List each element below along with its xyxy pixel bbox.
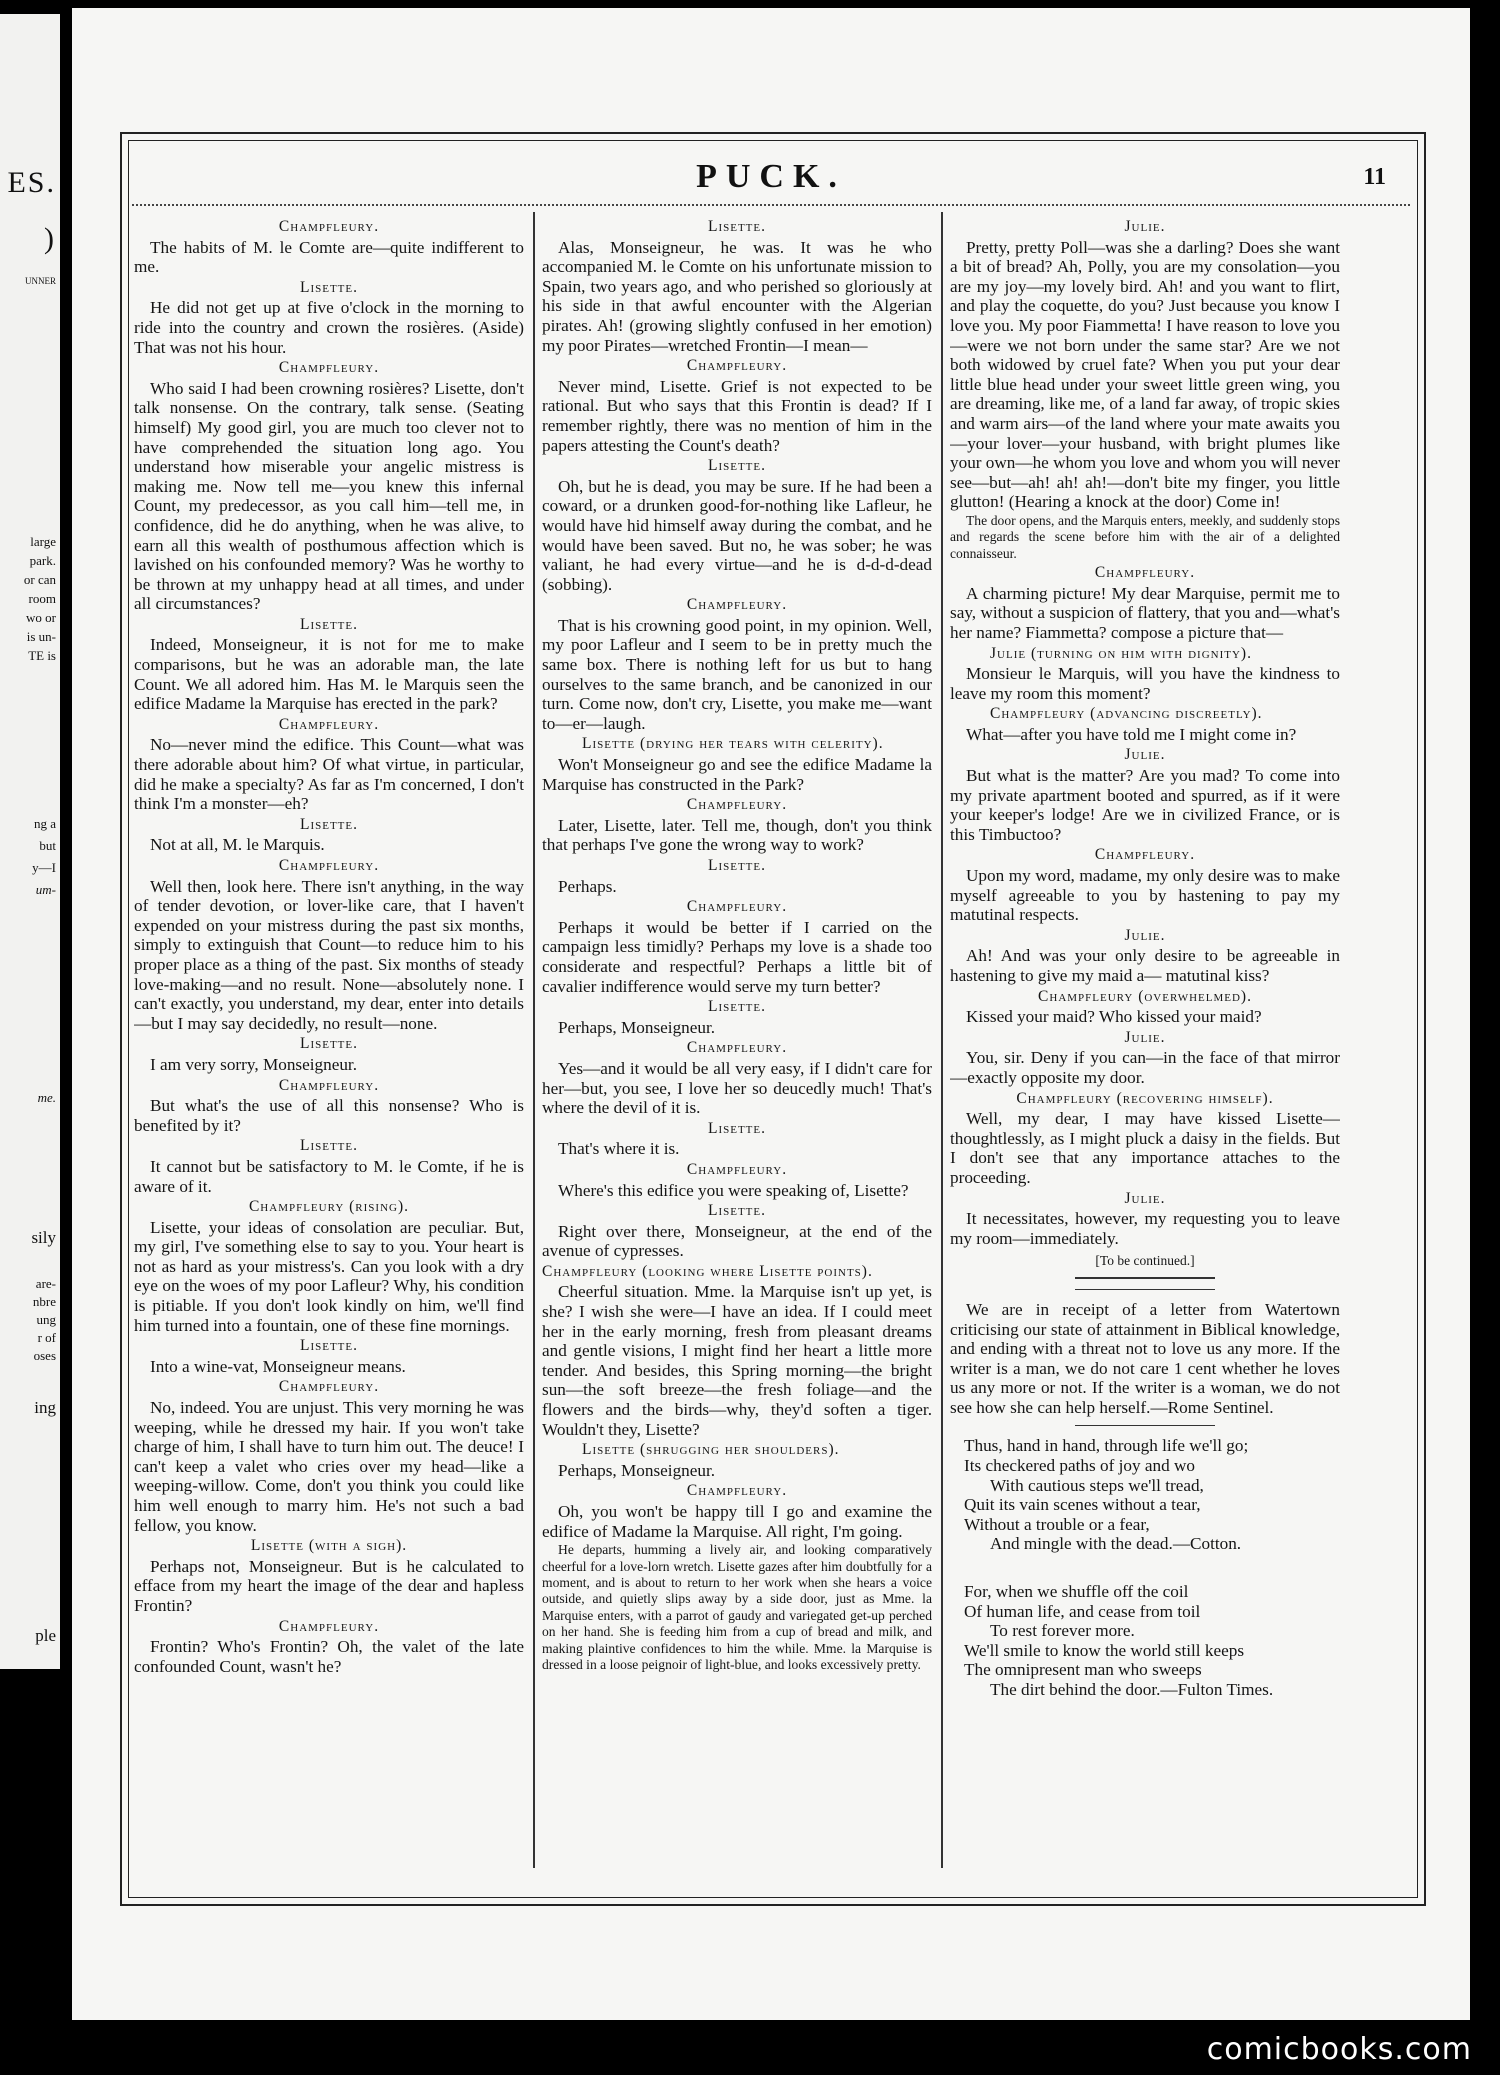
left-fragment: oses bbox=[33, 1348, 56, 1363]
dialogue-paragraph: Never mind, Lisette. Grief is not expected to be rational. But who says that this Frontin is dead? If I remember rightly, there was no mention of him in the papers attesting the Count's death? bbox=[542, 376, 932, 455]
poem-line: Quit its vain scenes without a tear, bbox=[964, 1495, 1201, 1515]
left-fragment: y—I bbox=[32, 860, 56, 875]
speaker-label: Julie. bbox=[1124, 1189, 1166, 1207]
watermark: comicbooks.com bbox=[1206, 2032, 1472, 2067]
left-fragment: me. bbox=[37, 1090, 56, 1105]
dialogue-paragraph: But what's the use of all this nonsense? Who is benefited by it? bbox=[134, 1096, 524, 1135]
speaker-label: Champfleury. bbox=[686, 796, 788, 814]
speaker-label: Lisette. bbox=[707, 1119, 766, 1137]
magazine-page bbox=[72, 8, 1470, 2020]
speaker-label: Lisette (drying her tears with celerity). bbox=[582, 735, 884, 753]
speaker-label: Champfleury. bbox=[686, 357, 788, 375]
left-fragment: wo or bbox=[26, 610, 56, 625]
dialogue-paragraph: Perhaps it would be better if I carried on the campaign less timidly? Perhaps my love is a shade too considerate and respectful? Perhaps a little bit of cavalier indifference would serve my turn better? bbox=[542, 917, 932, 996]
masthead-title: PUCK. bbox=[696, 158, 846, 195]
speaker-label: Lisette. bbox=[299, 615, 358, 633]
poem-line: The dirt behind the door.—Fulton Times. bbox=[990, 1680, 1274, 1699]
speaker-label: Lisette. bbox=[707, 1202, 766, 1220]
speaker-label: Champfleury (looking where Lisette points). bbox=[542, 1262, 873, 1280]
left-fragment: ng a bbox=[33, 816, 56, 831]
dialogue-paragraph: Lisette, your ideas of consolation are peculiar. But, my girl, I've something else to say to you. Your heart is not as hard as your mistress's. Can you look with a dry eye on the woes of my poor Lafleur? Why, his condition is pitiable. If you don't look kindly on him, we'll find him turned into a fountain, one of these fine mornings. bbox=[134, 1217, 524, 1335]
dialogue-paragraph: Right over there, Monseigneur, at the end of the avenue of cypresses. bbox=[542, 1221, 932, 1261]
dialogue-paragraph: What—after you have told me I might come in? bbox=[966, 724, 1297, 744]
left-fragment: ing bbox=[34, 1398, 56, 1417]
speaker-label: Champfleury (recovering himself). bbox=[1016, 1089, 1274, 1107]
column-1 bbox=[134, 216, 524, 1866]
dialogue-paragraph: That is his crowning good point, in my opinion. Well, my poor Lafleur and I seem to be in pretty much the same box. There is nothing left for us but to hang ourselves to the same branch, and be canonized in our turn. Come now, don't cry, Lisette, you make me—want to—er—laugh. bbox=[542, 615, 932, 733]
column-2 bbox=[542, 216, 932, 1866]
continued-note: [To be continued.] bbox=[1095, 1253, 1195, 1269]
dialogue-paragraph: Kissed your maid? Who kissed your maid? bbox=[966, 1007, 1262, 1027]
dialogue-paragraph: Into a wine-vat, Monseigneur means. bbox=[150, 1356, 406, 1376]
dialogue-paragraph: Where's this edifice you were speaking of, Lisette? bbox=[558, 1180, 909, 1200]
dialogue-paragraph: The habits of M. le Comte are—quite indifferent to me. bbox=[134, 237, 524, 277]
dialogue-paragraph: Perhaps, Monseigneur. bbox=[558, 1017, 716, 1037]
speaker-label: Julie. bbox=[1124, 926, 1166, 944]
left-fragment: nbre bbox=[32, 1294, 56, 1309]
speaker-label: Champfleury (overwhelmed). bbox=[1038, 987, 1252, 1005]
speaker-label: Champfleury. bbox=[686, 898, 788, 916]
poem-stanza-2 bbox=[950, 1582, 1340, 1700]
speaker-label: Champfleury. bbox=[686, 596, 788, 614]
speaker-label: Lisette. bbox=[299, 815, 358, 833]
divider bbox=[1075, 1277, 1215, 1279]
dialogue-paragraph: But what is the matter? Are you mad? To come into my private apartment booted and spurred, as if it were your keeper's lodge! Are we in civilized France, or is this Timbuctoo? bbox=[950, 766, 1340, 844]
speaker-label: Lisette. bbox=[299, 1035, 358, 1053]
dialogue-paragraph: A charming picture! My dear Marquise, permit me to say, without a suspicion of flattery, that you and—what's her name? Fiammetta? compose a picture that— bbox=[950, 583, 1340, 642]
speaker-label: Julie (turning on him with dignity). bbox=[990, 644, 1252, 662]
left-fragment: ES. bbox=[7, 166, 56, 199]
dialogue-paragraph: Not at all, M. le Marquis. bbox=[150, 835, 325, 855]
page-number: 11 bbox=[1363, 164, 1386, 190]
column-rule bbox=[941, 212, 943, 1868]
dialogue-paragraph: Won't Monseigneur go and see the edifice Madame la Marquise has constructed in the Park? bbox=[542, 755, 932, 794]
poem-line: Of human life, and cease from toil bbox=[964, 1601, 1201, 1621]
dialogue-paragraph: Pretty, pretty Poll—was she a darling? Does she want a bit of bread? Ah, Polly, you are my consolation—you are my joy—my lovely bird. Ah! and you want to flirt, and play the coquette, do you? Just because you know I love you. My poor Fiammetta! I have reason to love you—were we not born under the same star? Are we not both widowed by cruel fate? When you put your dear little blue head under your sweet little green wing, you are dreaming, like me, of a land far away, of tropic skies and warm airs—of the land where your mate awaits you—your lover—your husband, with bright plumes like your own—he whom you love and whom you will never see—but—ah! ah! ah!—don't bite my finger, you little glutton! (Hearing a knock at the door) Come in! bbox=[950, 237, 1340, 512]
dialogue-paragraph: Later, Lisette, later. Tell me, though, don't you think that perhaps I've gone the wrong way to work? bbox=[542, 815, 932, 855]
speaker-label: Champfleury. bbox=[1094, 564, 1196, 582]
dialogue-paragraph: Ah! And was your only desire to be agreeable in hastening to give my maid a— matutinal kiss? bbox=[950, 946, 1340, 985]
dialogue-paragraph: It cannot but be satisfactory to M. le Comte, if he is aware of it. bbox=[134, 1156, 524, 1196]
dialogue-paragraph: Perhaps not, Monseigneur. But is he calculated to efface from my heart the image of the dear and hapless Frontin? bbox=[134, 1556, 524, 1615]
dialogue-paragraph: Perhaps. bbox=[558, 876, 617, 896]
dialogue-paragraph: No—never mind the edifice. This Count—what was there adorable about him? Of what virtue, in particular, did he make a specialty? As far as I'm concerned, I don't think I'm a monster—eh? bbox=[134, 735, 524, 814]
dialogue-paragraph: Monsieur le Marquis, will you have the kindness to leave my room this moment? bbox=[950, 664, 1340, 703]
dialogue-paragraph: Well, my dear, I may have kissed Lisette—thoughtlessly, as I might pluck a daisy in the fields. But I don't see that any importance attaches to the proceeding. bbox=[950, 1109, 1340, 1187]
column-rule bbox=[533, 212, 535, 1868]
speaker-label: Champfleury (advancing discreetly). bbox=[990, 705, 1263, 723]
left-fragment: large bbox=[30, 534, 56, 549]
left-fragment: um- bbox=[35, 882, 56, 897]
speaker-label: Champfleury (rising). bbox=[248, 1198, 410, 1216]
speaker-label: Champfleury. bbox=[686, 1160, 788, 1178]
dialogue-paragraph: Indeed, Monseigneur, it is not for me to make comparisons, but he was an adorable man, the late Count. We all adored him. Has M. le Marquis seen the edifice Madame la Marquise has erected in the park? bbox=[134, 635, 524, 714]
dialogue-paragraph: I am very sorry, Monseigneur. bbox=[150, 1054, 357, 1074]
divider bbox=[1075, 1289, 1215, 1290]
poem-stanza-1 bbox=[950, 1436, 1340, 1554]
left-fragment: but bbox=[39, 838, 56, 853]
poem-line: With cautious steps we'll tread, bbox=[990, 1475, 1204, 1495]
speaker-label: Champfleury. bbox=[278, 359, 380, 377]
dialogue-paragraph: Who said I had been crowning rosières? Lisette, don't talk nonsense. On the contrary, talk sense. (Seating himself) My good girl, you are much too clever not to have comprehended the situation long ago. You understand how miserable your angelic mistress is making me. Now tell me—you knew this infernal Count, my predecessor, as you call him—tell me, in confidence, did he do anything, when he was alive, to earn all this wealth of posthumous affection which is lavished on his confounded memory? Was he worthy to be thrown at my unhappy head at all times, and under all circumstances? bbox=[134, 378, 524, 614]
left-fragment: TE is bbox=[28, 648, 56, 663]
dialogue-paragraph: Yes—and it would be all very easy, if I didn't care for her—but, you see, I love her so deucedly much! That's where the devil of it is. bbox=[542, 1058, 932, 1118]
poem-line: We'll smile to know the world still keeps bbox=[964, 1640, 1245, 1660]
speaker-label: Lisette. bbox=[707, 457, 766, 475]
news-item: We are in receipt of a letter from Watertown criticising our state of attainment in Biblical knowledge, and ending with a threat not to love us any more. If the writer is a man, we do not care 1 cent whether he loves us any more or not. If the writer is a woman, we do not see how she can help herself.—Rome Sentinel. bbox=[950, 1299, 1340, 1417]
left-fragment: room bbox=[28, 591, 56, 606]
speaker-label: Lisette (with a sigh). bbox=[250, 1537, 408, 1555]
dialogue-paragraph: Frontin? Who's Frontin? Oh, the valet of the late confounded Count, wasn't he? bbox=[134, 1637, 524, 1676]
divider bbox=[1075, 1425, 1215, 1426]
speaker-label: Lisette. bbox=[299, 1137, 358, 1155]
column-3 bbox=[950, 216, 1340, 1866]
adjacent-page-strip bbox=[0, 14, 60, 1669]
poem-line: To rest forever more. bbox=[990, 1621, 1135, 1641]
speaker-label: Champfleury. bbox=[1094, 846, 1196, 864]
speaker-label: Champfleury. bbox=[278, 1378, 380, 1396]
speaker-label: Champfleury. bbox=[278, 1617, 380, 1635]
left-fragment: or can bbox=[23, 572, 56, 587]
stage-direction: He departs, humming a lively air, and looking comparatively cheerful for a love-lorn wretch. Lisette gazes after him doubtfully for a moment, and is about to return to her work when she hears a voice outside, and quietly slips away by a side door, just as Mme. la Marquise enters, with a parrot of gaudy and variegated get-up perched on her hand. She is feeding him from a cup of bread and milk, and making plaintive confidences to him the while. Mme. la Marquise is dressed in a loose peignoir of light-blue, and looks excessively pretty. bbox=[542, 1542, 932, 1673]
left-fragment: park. bbox=[29, 553, 56, 568]
left-fragment: ) bbox=[44, 222, 56, 255]
left-fragment: r of bbox=[37, 1330, 56, 1345]
dialogue-paragraph: You, sir. Deny if you can—in the face of that mirror—exactly opposite my door. bbox=[950, 1048, 1340, 1087]
dialogue-paragraph: Oh, but he is dead, you may be sure. If he had been a coward, or a drunken good-for-nothing like Lafleur, he would have hid himself away during the combat, and he would have been saved. But no, he was sober; he was valiant, he had every virtue—and he is d-d-d-dead (sobbing). bbox=[542, 476, 932, 594]
speaker-label: Julie. bbox=[1124, 1028, 1166, 1046]
dialogue-paragraph: It necessitates, however, my requesting you to leave my room—immediately. bbox=[950, 1209, 1340, 1248]
dialogue-paragraph: Oh, you won't be happy till I go and examine the edifice of Madame la Marquise. All right, I'm going. bbox=[542, 1502, 932, 1541]
speaker-label: Lisette. bbox=[299, 278, 358, 296]
left-fragment: is un- bbox=[26, 629, 56, 644]
speaker-label: Champfleury. bbox=[278, 1076, 380, 1094]
stage-direction: The door opens, and the Marquis enters, meekly, and suddenly stops and regards the scene before him with the air of a delighted connaisseur. bbox=[950, 512, 1340, 561]
dialogue-paragraph: Well then, look here. There isn't anything, in the way of tender devotion, or lover-like care, that I haven't expended on your mistress during the past six months, simply to extinguish that Count—to reduce him to his proper place as a thing of the past. Six months of steady love-making—and no result. None—absolutely none. I can't exactly, you understand, my dear, enter into details—but I may say decidedly, no result—none. bbox=[134, 876, 524, 1033]
left-fragment: ple bbox=[35, 1626, 56, 1645]
speaker-label: Champfleury. bbox=[686, 1482, 788, 1500]
dialogue-paragraph: Perhaps, Monseigneur. bbox=[558, 1460, 716, 1480]
speaker-label: Champfleury. bbox=[278, 857, 380, 874]
poem-line: Without a trouble or a fear, bbox=[964, 1514, 1150, 1534]
speaker-label: Lisette. bbox=[299, 1337, 358, 1355]
dialogue-paragraph: He did not get up at five o'clock in the morning to ride into the country and crown the rosières. (Aside) That was not his hour. bbox=[134, 298, 524, 357]
speaker-label: Lisette (shrugging her shoulders). bbox=[582, 1441, 840, 1459]
dialogue-paragraph: Alas, Monseigneur, he was. It was he who accompanied M. le Comte on his unfortunate mission to Spain, two years ago, and who perished so gloriously at his side in that awful encounter with the Algerian pirates. Ah! (growing slightly confused in her emotion) my poor Pirates—wretched Frontin—I mean— bbox=[542, 237, 932, 355]
left-fragment: ung bbox=[36, 1312, 56, 1327]
speaker-label: Julie. bbox=[1124, 746, 1166, 764]
speaker-label: Lisette. bbox=[707, 218, 766, 235]
poem-line: Its checkered paths of joy and wo bbox=[964, 1456, 1195, 1476]
speaker-label: Lisette. bbox=[707, 998, 766, 1016]
dialogue-paragraph: That's where it is. bbox=[558, 1139, 680, 1159]
left-fragment: UNNER bbox=[25, 276, 56, 286]
speaker-label: Julie. bbox=[1124, 218, 1166, 235]
poem-line: And mingle with the dead.—Cotton. bbox=[990, 1534, 1242, 1554]
speaker-label: Champfleury. bbox=[686, 1039, 788, 1057]
poem-line: The omnipresent man who sweeps bbox=[964, 1660, 1202, 1680]
poem-line: For, when we shuffle off the coil bbox=[964, 1582, 1189, 1602]
left-fragment: are- bbox=[35, 1276, 56, 1291]
masthead bbox=[132, 154, 1410, 206]
dialogue-paragraph: No, indeed. You are unjust. This very morning he was weeping, while he dressed my hair. If you won't take charge of him, I shall have to turn him out. The deuce! I can't keep a valet who cries over my head—like a weeping-willow. Come, don't you think you could like him well enough to marry him. He's not such a bad fellow, you know. bbox=[134, 1398, 524, 1535]
poem-line: Thus, hand in hand, through life we'll go; bbox=[964, 1436, 1249, 1456]
speaker-label: Lisette. bbox=[707, 857, 766, 874]
speaker-label: Champfleury. bbox=[278, 218, 380, 235]
speaker-label: Champfleury. bbox=[278, 715, 380, 733]
dialogue-paragraph: Cheerful situation. Mme. la Marquise isn't up yet, is she? I wish she were—I have an idea. If I could meet her in the early morning, fresh from pleasant dreams and gentle visions, I might find her heart a little more tender. And besides, this Spring morning—the bright sun—the soft breeze—the fresh foliage—and the flowers and the birds—why, they'd soften a tiger. Wouldn't they, Lisette? bbox=[542, 1282, 932, 1439]
left-fragment: sily bbox=[31, 1228, 56, 1247]
dialogue-paragraph: Upon my word, madame, my only desire was to make myself agreeable to you by hastening to pay my matutinal respects. bbox=[950, 866, 1340, 925]
